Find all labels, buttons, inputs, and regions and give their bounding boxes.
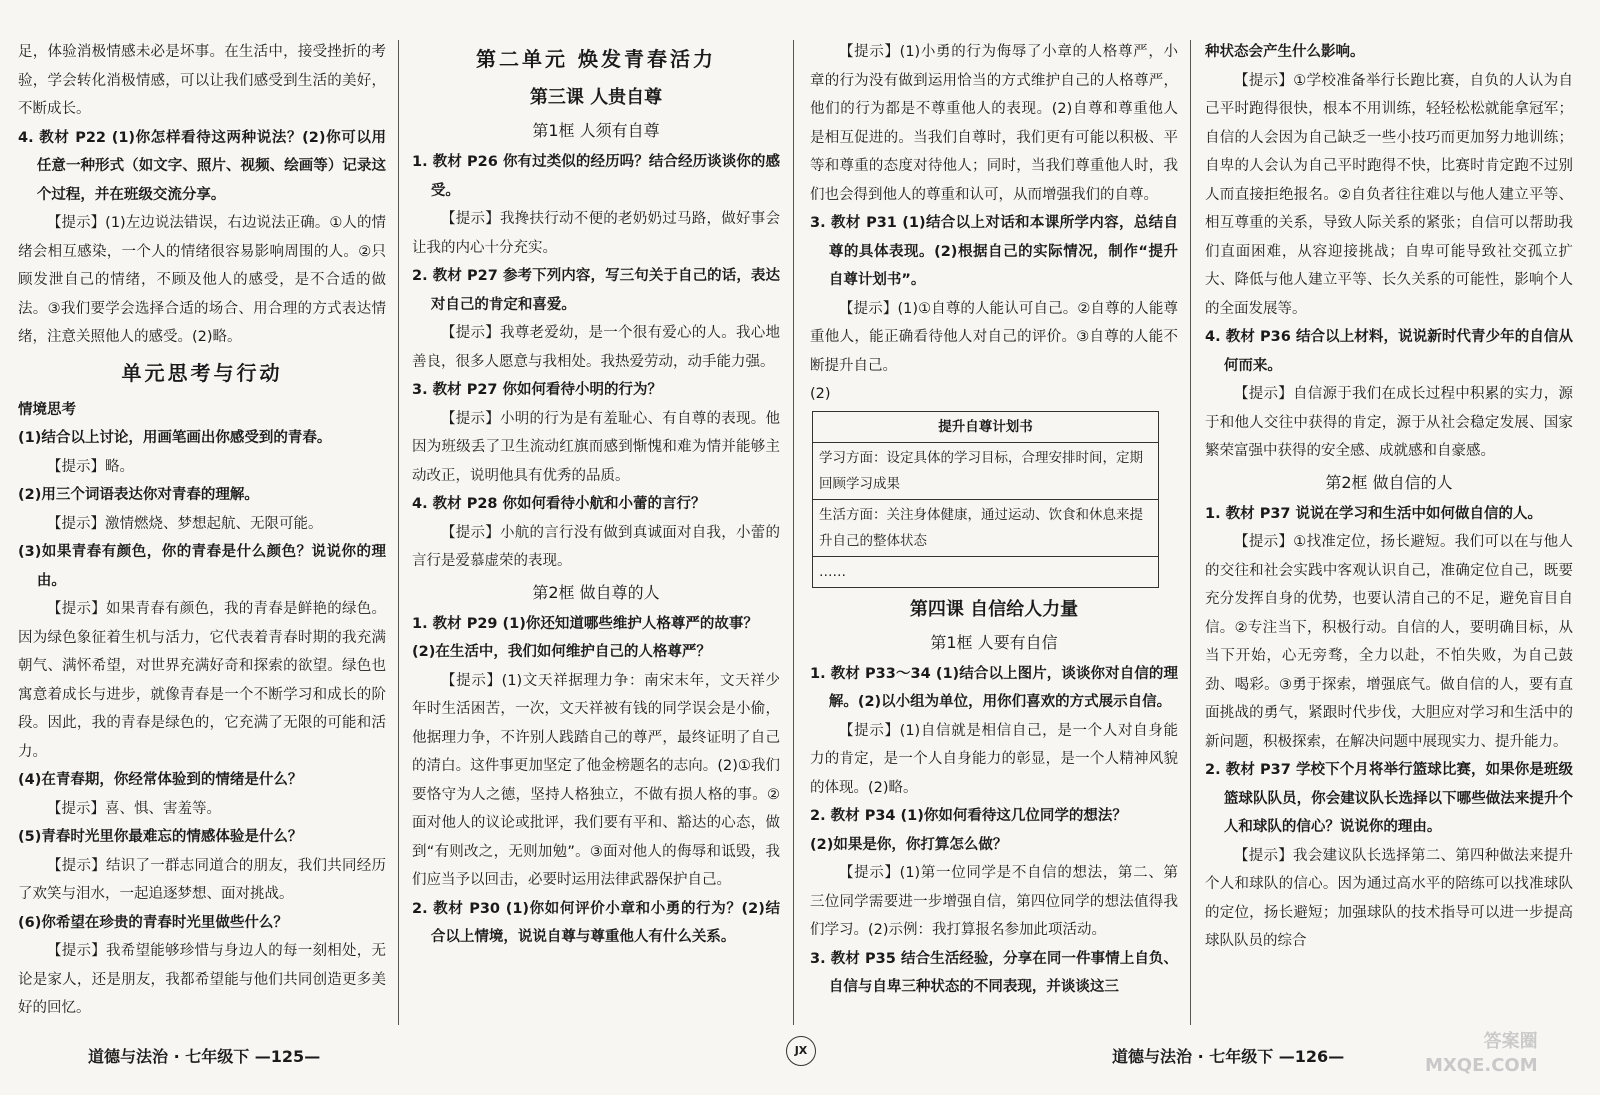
question: 2. 教材 P30 (1)你如何评价小章和小勇的行为？(2)结合以上情境，说说自尊与尊重他人有什么关系。	[412, 900, 780, 945]
question: (5)青春时光里你最难忘的情感体验是什么？	[18, 829, 303, 845]
question: 1. 教材 P33～34 (1)结合以上图片，谈谈你对自信的理解。(2)以小组为单位，用你们喜欢的方式展示自信。	[810, 665, 1178, 710]
question: (2)如果是你，你打算怎么做？	[810, 836, 1008, 853]
question: 4. 教材 P36 结合以上材料，说说新时代青少年的自信从何而来。	[1205, 329, 1573, 374]
answer-hint: 【提示】(1)小勇的行为侮辱了小章的人格尊严，小章的行为没有做到运用恰当的方式维护自己的人格尊严，他们的行为都是不尊重他人的表现。(2)自尊和尊重他人是相互促进的。当我们自尊时，我们更有可能以积极、平等和尊重的态度对待他人；同时，当我们尊重他人时，我们也会得到他人的尊重和认可，从而增强我们的自尊。	[810, 44, 1178, 203]
answer-hint: 【提示】小明的行为是有羞耻心、有自尊的表现。他因为班级丢了卫生流动红旗而感到惭愧和难为情并能够主动改正，说明他具有优秀的品质。	[412, 410, 780, 484]
question: 2. 教材 P27 参考下列内容，写三句关于自己的话，表达对自己的肯定和喜爱。	[412, 268, 780, 313]
answer-hint: 【提示】(1)①自尊的人能认可自己。②自尊的人能尊重他人，能正确看待他人对自己的评价。③自尊的人能不断提升自己。	[810, 300, 1178, 374]
question: 3. 教材 P27 你如何看待小明的行为？	[412, 382, 663, 398]
plan-row: ……	[819, 563, 846, 580]
column-divider	[793, 40, 794, 1025]
answer-hint: 【提示】(1)文天祥据理力争：南宋末年，文天祥少年时生活困苦，一次，文天祥被有钱的同学误会是小偷，他据理力争，不许别人践踏自己的尊严，最终证明了自己的清白。这件事更加坚定了他金榜题名的志向。(2)①我们要恪守为人之德，坚持人格独立，不做有损人格的事。②面对他人的议论或批评，我们要有平和、豁达的心态，做到“有则改之，无则加勉”。③面对他人的侮辱和诋毁，我们应当予以回击，必要时运用法律武器保护自己。	[412, 672, 780, 888]
answer-hint: 【提示】激情燃烧、梦想起航、无限可能。	[47, 515, 323, 532]
answer-hint: 【提示】小航的言行没有做到真诚面对自我，小蕾的言行是爱慕虚荣的表现。	[412, 524, 780, 569]
frame-title: 第1框 人须有自尊	[532, 121, 660, 140]
answer-hint: 【提示】结识了一群志同道合的朋友，我们共同经历了欢笑与泪水，一起追逐梦想、面对挑战。	[18, 857, 386, 902]
question: 2. 教材 P34 (1)你如何看待这几位同学的想法？	[810, 808, 1127, 824]
page-footer-right: 道德与法治 · 七年级下 —126—	[1112, 1047, 1345, 1066]
jx-badge-icon: JX	[786, 1036, 816, 1066]
answer-hint: 【提示】我会建议队长选择第二、第四种做法来提升个人和球队的信心。因为通过高水平的陪练可以找准球队的定位，扬长避短；加强球队的技术指导可以进一步提高球队队员的综合	[1205, 847, 1573, 949]
unit-title: 第二单元 焕发青春活力	[476, 47, 716, 71]
frame-title: 第2框 做自信的人	[1325, 472, 1453, 492]
self-respect-plan-table	[812, 411, 1159, 588]
lesson-title: 第三课 人贵自尊	[529, 87, 663, 108]
question: 1. 教材 P37 说说在学习和生活中如何做自信的人。	[1205, 505, 1543, 522]
column-3	[810, 38, 1178, 1028]
frame-title: 第1框 人要有自信	[930, 632, 1058, 652]
answer-hint: 【提示】①找准定位，扬长避短。我们可以在与他人的交往和社会实践中客观认识自己，准确定位自己，既要充分发挥自身的优势，也要认清自己的不足，避免盲目自信。②专注当下，积极行动。自信的人，要明确目标，从当下开始，心无旁骛，全力以赴，不怕失败，为自己鼓劲、喝彩。③勇于探索，增强底气。做自信的人，要有直面挑战的勇气，紧跟时代步伐，大胆应对学习和生活中的新问题，积极探索，在解决问题中展现实力、提升能力。	[1205, 534, 1573, 750]
answer-hint: 【提示】如果青春有颜色，我的青春是鲜艳的绿色。因为绿色象征着生机与活力，它代表着青春时期的我充满朝气、满怀希望，对世界充满好奇和探索的欲望。绿色也寓意着成长与进步，就像青春是一个不断学习和成长的阶段。因此，我的青春是绿色的，它充满了无限的可能和活力。	[18, 601, 386, 760]
page-footer-left: 道德与法治 · 七年级下 —125—	[88, 1047, 321, 1066]
answer-hint: 【提示】我尊老爱幼，是一个很有爱心的人。我心地善良，很多人愿意与我相处。我热爱劳动，动手能力强。	[412, 325, 780, 370]
column-divider	[1190, 40, 1191, 1025]
plan-title: 提升自尊计划书	[813, 412, 1158, 443]
answer-hint: 【提示】(1)第一位同学是不自信的想法，第二、第三位同学需要进一步增强自信，第四位同学的想法值得我们学习。(2)示例：我打算报名参加此项活动。	[810, 865, 1178, 938]
question: (6)你希望在珍贵的青春时光里做些什么？	[18, 914, 288, 931]
paragraph: 足，体验消极情感未必是坏事。在生活中，接受挫折的考验，学会转化消极情感，可以让我们感受到生活的美好，不断成长。	[18, 44, 386, 117]
column-divider	[398, 40, 399, 1025]
answer-hint: 【提示】我搀扶行动不便的老奶奶过马路，做好事会让我的内心十分充实。	[412, 211, 780, 256]
subsection-label: 情境思考	[18, 401, 76, 418]
question: (3)如果青春有颜色，你的青春是什么颜色？说说你的理由。	[18, 544, 386, 589]
answer-hint: 【提示】(1)左边说法错误，右边说法正确。①人的情绪会相互感染，一个人的情绪很容易影响周围的人。②只顾发泄自己的情绪，不顾及他人的感受，是不合适的做法。③我们要学会选择合适的场合、用合理的方式表达情绪，注意关照他人的感受。(2)略。	[18, 215, 386, 345]
answer-hint: 【提示】自信源于我们在成长过程中积累的实力，源于和他人交往中获得的肯定，源于从社会稳定发展、国家繁荣富强中获得的安全感、成就感和自豪感。	[1205, 386, 1573, 459]
answer-hint: 【提示】①学校准备举行长跑比赛，自负的人认为自己平时跑得很快，根本不用训练，轻轻松松就能拿冠军；自信的人会因为自己缺乏一些小技巧而更加努力地训练；自卑的人会认为自己平时跑得不快，比赛时肯定跑不过别人而直接拒绝报名。②自负者往往难以与他人建立平等、相互尊重的关系，导致人际关系的紧张；自信可以帮助我们直面困难，从容迎接挑战；自卑可能导致社交孤立扩大、降低与他人建立平等、长久关系的可能性，影响个人的全面发展等。	[1205, 72, 1573, 317]
question: (2)在生活中，我们如何维护自己的人格尊严？	[412, 644, 711, 660]
answer-hint: 【提示】我希望能够珍惜与身边人的每一刻相处，无论是家人，还是朋友，我都希望能与他们共同创造更多美好的回忆。	[18, 943, 386, 1016]
frame-title: 第2框 做自尊的人	[532, 582, 660, 602]
column-1	[18, 38, 386, 1028]
question: 3. 教材 P31 (1)结合以上对话和本课所学内容，总结自尊的具体表现。(2)根据自己的实际情况，制作“提升自尊计划书”。	[810, 215, 1178, 288]
question: 2. 教材 P37 学校下个月将举行篮球比赛，如果你是班级篮球队队员，你会建议队长选择以下哪些做法来提升个人和球队的信心？说说你的理由。	[1205, 762, 1573, 835]
question-continued: 种状态会产生什么影响。	[1205, 44, 1365, 60]
lesson-title: 第四课 自信给人力量	[909, 598, 1079, 620]
answer-hint: 【提示】(1)自信就是相信自己，是一个人对自身能力的肯定，是一个人自身能力的彰显，是一个人精神风貌的体现。(2)略。	[810, 722, 1178, 796]
watermark-line: 答案圈	[1483, 1031, 1538, 1052]
question: 4. 教材 P28 你如何看待小航和小蕾的言行？	[412, 496, 706, 512]
watermark	[1425, 1030, 1538, 1078]
column-2	[412, 38, 780, 1028]
question: 1. 教材 P29 (1)你还知道哪些维护人格尊严的故事？	[412, 615, 758, 632]
answer-hint: 【提示】喜、惧、害羞等。	[47, 800, 221, 817]
question: (1)结合以上讨论，用画笔画出你感受到的青春。	[18, 430, 332, 446]
column-4	[1205, 38, 1573, 1028]
plan-row: 生活方面：关注身体健康，通过运动、饮食和休息来提升自己的整体状态	[813, 500, 1158, 557]
watermark-line: MXQE.COM	[1425, 1055, 1538, 1076]
question: (2)用三个词语表达你对青春的理解。	[18, 487, 259, 503]
answer-part: (2)	[810, 386, 831, 402]
plan-row: 学习方面：设定具体的学习目标，合理安排时间，定期回顾学习成果	[813, 443, 1158, 500]
section-heading: 单元思考与行动	[121, 360, 283, 385]
question: 3. 教材 P35 结合生活经验，分享在同一件事情上自负、自信与自卑三种状态的不同表现，并谈谈这三	[810, 950, 1178, 995]
question: 1. 教材 P26 你有过类似的经历吗？结合经历谈谈你的感受。	[412, 154, 780, 199]
question: (4)在青春期，你经常体验到的情绪是什么？	[18, 772, 303, 788]
answer-hint: 【提示】略。	[47, 458, 134, 475]
question: 4. 教材 P22 (1)你怎样看待这两种说法？(2)你可以用任意一种形式（如文字、照片、视频、绘画等）记录这个过程，并在班级交流分享。	[18, 129, 386, 203]
